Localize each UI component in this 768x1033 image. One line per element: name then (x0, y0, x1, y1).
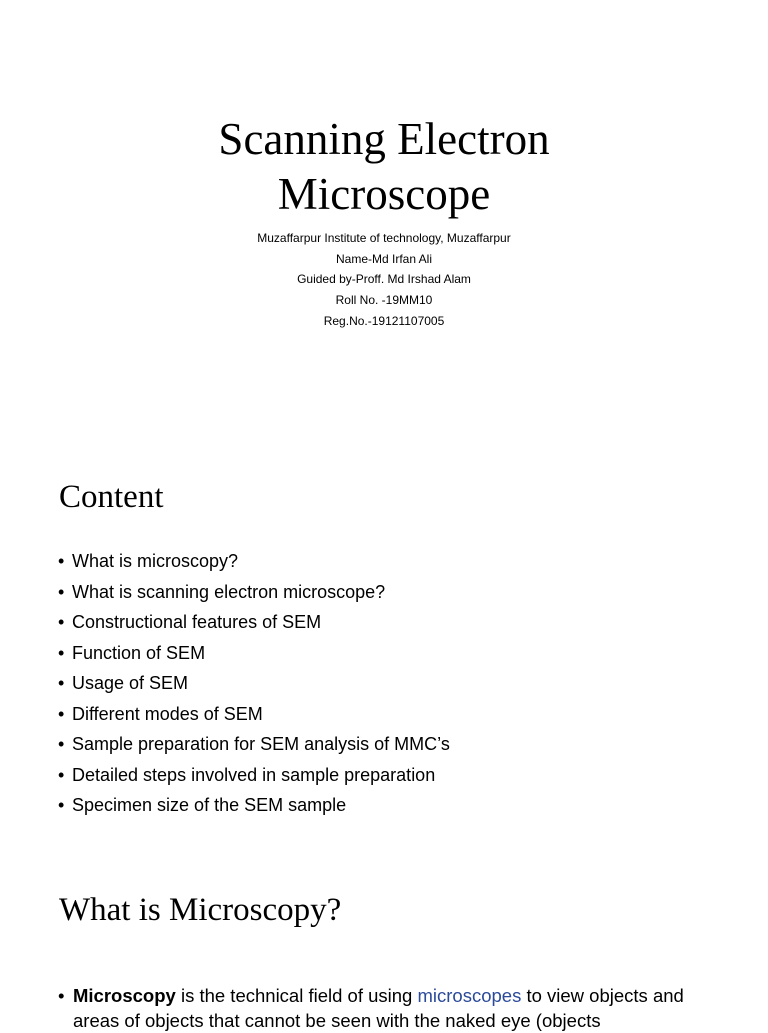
slide-subtitle (0, 228, 768, 332)
content-heading: Content (59, 479, 164, 515)
bullet-marker: • (58, 985, 65, 1006)
microscopes-link[interactable]: microscopes (417, 985, 522, 1006)
list-item: • Different modes of SEM (58, 699, 450, 730)
bold-term: Microscopy (73, 985, 176, 1006)
institute-line: Muzaffarpur Institute of technology, Muzaffarpur (257, 231, 511, 245)
list-item: • Constructional features of SEM (58, 607, 450, 638)
slide-title-line-2: Microscope (277, 169, 491, 219)
content-list (58, 546, 450, 821)
list-item: • Function of SEM (58, 638, 450, 669)
list-item: • Specimen size of the SEM sample (58, 790, 450, 821)
name-line: Name-Md Irfan Ali (335, 251, 433, 266)
slide-title (0, 112, 768, 222)
slide-title-line-1: Scanning Electron (218, 114, 550, 164)
guide-line: Guided by-Proff. Md Irshad Alam (297, 272, 471, 287)
text-before-link: is the technical field of using (175, 985, 418, 1006)
list-item: • Sample preparation for SEM analysis of MMC’s (58, 729, 450, 760)
list-item: • Detailed steps involved in sample preparation (58, 760, 450, 791)
text-after-link: to view objects and areas of objects that cannot be seen with the naked eye (objects (73, 985, 684, 1031)
microscopy-definition (58, 983, 718, 1033)
list-item: • Usage of SEM (58, 668, 450, 699)
reg-no-line: Reg.No.-19121107005 (323, 313, 445, 328)
roll-no-line: Roll No. -19MM10 (335, 293, 433, 308)
microscopy-heading: What is Microscopy? (59, 892, 342, 928)
list-item: • What is scanning electron microscope? (58, 577, 450, 608)
list-item: • What is microscopy? (58, 546, 450, 577)
definition-text (58, 983, 718, 1033)
